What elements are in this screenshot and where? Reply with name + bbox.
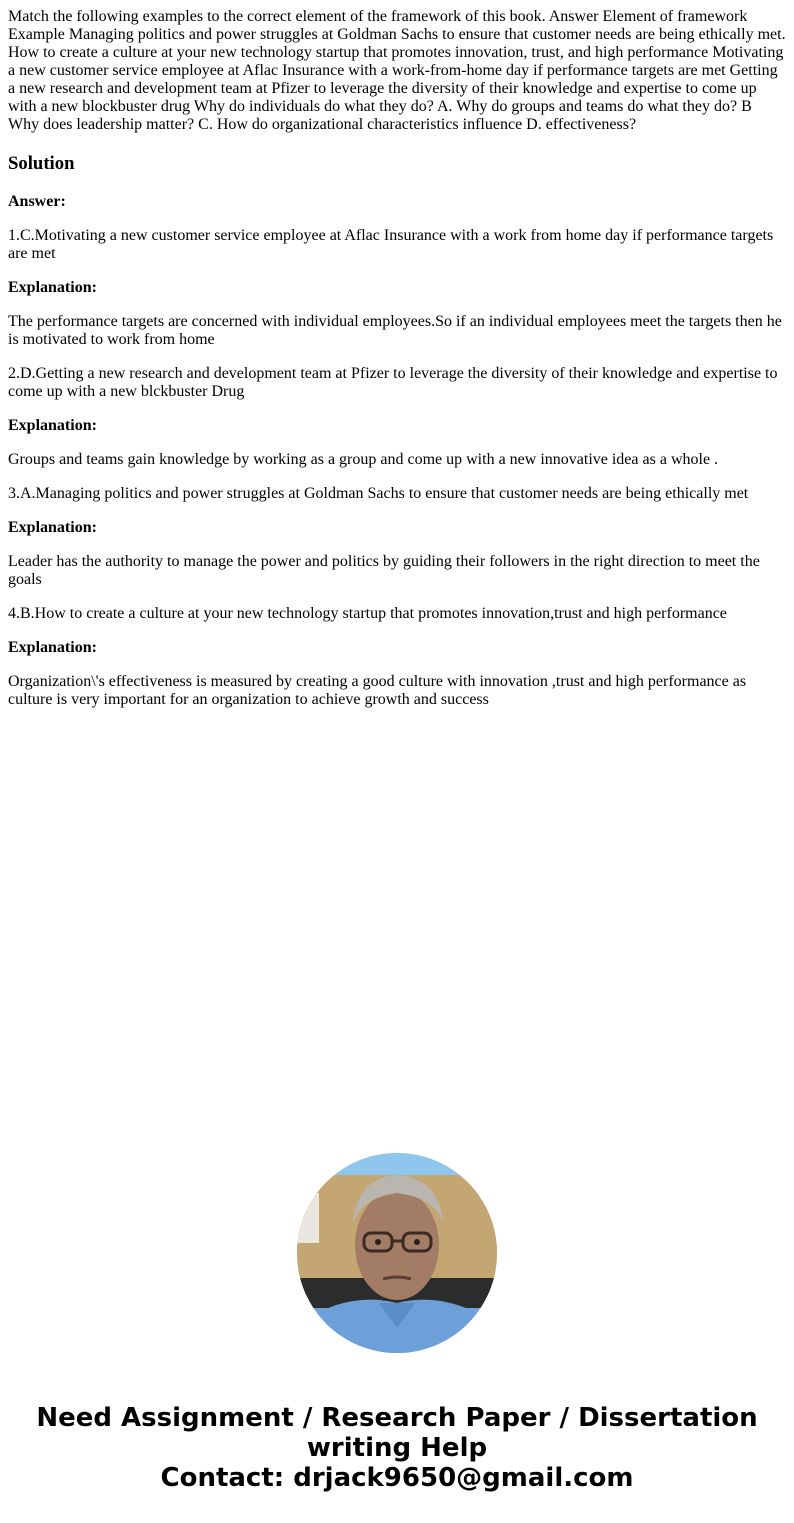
solution-heading: Solution (8, 153, 75, 174)
footer-banner (0, 1403, 794, 1493)
explanation-label-4: Explanation: (8, 639, 97, 656)
answer-label: Answer: (8, 193, 66, 210)
explanation-text-4: Organization\'s effectiveness is measured by creating a good culture with innovation ,trust and high performance as culture is very important for an organization to achieve growth and success (8, 673, 747, 708)
explanation-label-1: Explanation: (8, 279, 97, 296)
question-text: Match the following examples to the correct element of the framework of this book. Answer Element of framework Example Managing politics and power struggles at Goldman Sachs to ensure that customer needs are being ethically met. How to create a culture at your new technology startup that promotes innovation, trust, and high performance Motivating a new customer service employee at Aflac Insurance with a work-from-home day if performance targets are met Getting a new research and development team at Pfizer to leverage the diversity of their knowledge and expertise to come up with a new blockbuster drug Why do individuals do what they do? A. Why do groups and teams do what they do? B Why does leadership matter? C. How do organizational characteristics influence D. effectiveness? (8, 8, 786, 133)
explanation-text-1: The performance targets are concerned with individual employees.So if an individual employees meet the targets then he is motivated to work from home (8, 313, 782, 348)
explanation-label-2: Explanation: (8, 417, 97, 434)
document-body (0, 0, 794, 709)
footer-line-2: writing Help (306, 1433, 488, 1463)
footer-contact: Contact: drjack9650@gmail.com (160, 1463, 634, 1493)
answer-item-1: 1.C.Motivating a new customer service employee at Aflac Insurance with a work from home day if performance targets are met (8, 227, 774, 262)
answer-item-2: 2.D.Getting a new research and development team at Pfizer to leverage the diversity of their knowledge and expertise to come up with a new blckbuster Drug (8, 365, 778, 400)
footer-line-1: Need Assignment / Research Paper / Dissertation (36, 1403, 758, 1433)
answer-item-4: 4.B.How to create a culture at your new technology startup that promotes innovation,trust and high performance (8, 605, 727, 622)
answer-item-3: 3.A.Managing politics and power struggles at Goldman Sachs to ensure that customer needs are being ethically met (8, 485, 749, 502)
author-photo (297, 1153, 497, 1353)
explanation-text-2: Groups and teams gain knowledge by working as a group and come up with a new innovative idea as a whole . (8, 451, 719, 468)
explanation-label-3: Explanation: (8, 519, 97, 536)
explanation-text-3: Leader has the authority to manage the power and politics by guiding their followers in the right direction to meet the goals (8, 553, 760, 588)
portrait-icon (297, 1153, 497, 1353)
